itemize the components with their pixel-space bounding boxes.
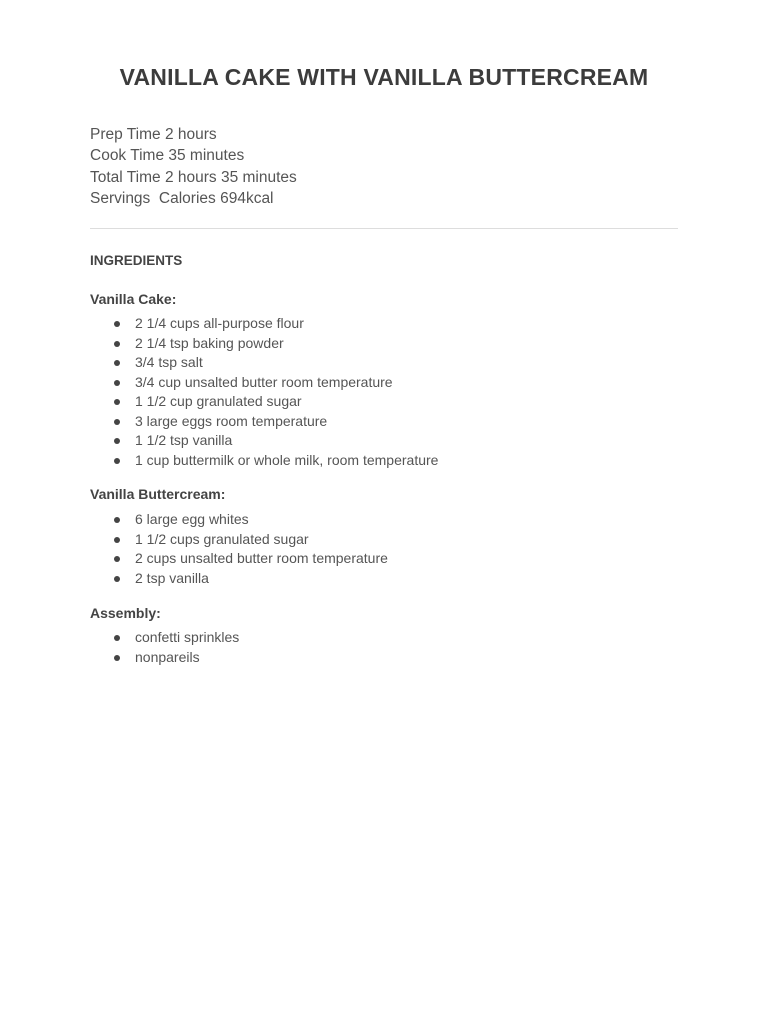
bullet-icon: [114, 517, 120, 523]
bullet-icon: [114, 321, 120, 327]
list-item: 1 1/2 tsp vanilla: [90, 431, 438, 451]
ingredient-list-vanilla-buttercream: [90, 510, 388, 588]
list-item: 1 1/2 cup granulated sugar: [90, 392, 438, 412]
list-item: 3/4 tsp salt: [90, 353, 438, 373]
ingredient-list-assembly: [90, 628, 239, 667]
bullet-icon: [114, 438, 120, 444]
bullet-icon: [114, 380, 120, 386]
bullet-icon: [114, 419, 120, 425]
total-time: Total Time 2 hours 35 minutes: [90, 168, 297, 186]
bullet-icon: [114, 655, 120, 661]
list-item: 1 cup buttermilk or whole milk, room temperature: [90, 451, 438, 471]
list-item: 2 1/4 cups all-purpose flour: [90, 314, 438, 334]
bullet-icon: [114, 635, 120, 641]
list-item: 2 1/4 tsp baking powder: [90, 334, 438, 354]
list-item: 2 cups unsalted butter room temperature: [90, 549, 388, 569]
bullet-icon: [114, 537, 120, 543]
bullet-icon: [114, 556, 120, 562]
group-heading-assembly: Assembly:: [90, 605, 161, 621]
list-item: 3 large eggs room temperature: [90, 412, 438, 432]
recipe-meta: [90, 124, 297, 209]
prep-time: Prep Time 2 hours: [90, 126, 217, 143]
bullet-icon: [114, 360, 120, 366]
ingredient-list-vanilla-cake: [90, 314, 438, 470]
section-divider: [90, 228, 678, 229]
servings-calories: Servings Calories 694kcal: [90, 189, 274, 207]
recipe-title: VANILLA CAKE WITH VANILLA BUTTERCREAM: [119, 64, 649, 90]
group-heading-vanilla-buttercream: Vanilla Buttercream:: [90, 486, 226, 502]
bullet-icon: [114, 458, 120, 464]
group-heading-vanilla-cake: Vanilla Cake:: [90, 291, 177, 307]
cook-time: Cook Time 35 minutes: [90, 147, 245, 165]
list-item: 1 1/2 cups granulated sugar: [90, 530, 388, 550]
bullet-icon: [114, 576, 120, 582]
bullet-icon: [114, 341, 120, 347]
bullet-icon: [114, 399, 120, 405]
list-item: confetti sprinkles: [90, 628, 239, 648]
list-item: 6 large egg whites: [90, 510, 388, 530]
list-item: 2 tsp vanilla: [90, 569, 388, 589]
list-item: nonpareils: [90, 648, 239, 668]
ingredients-heading: INGREDIENTS: [90, 253, 183, 268]
list-item: 3/4 cup unsalted butter room temperature: [90, 373, 438, 393]
